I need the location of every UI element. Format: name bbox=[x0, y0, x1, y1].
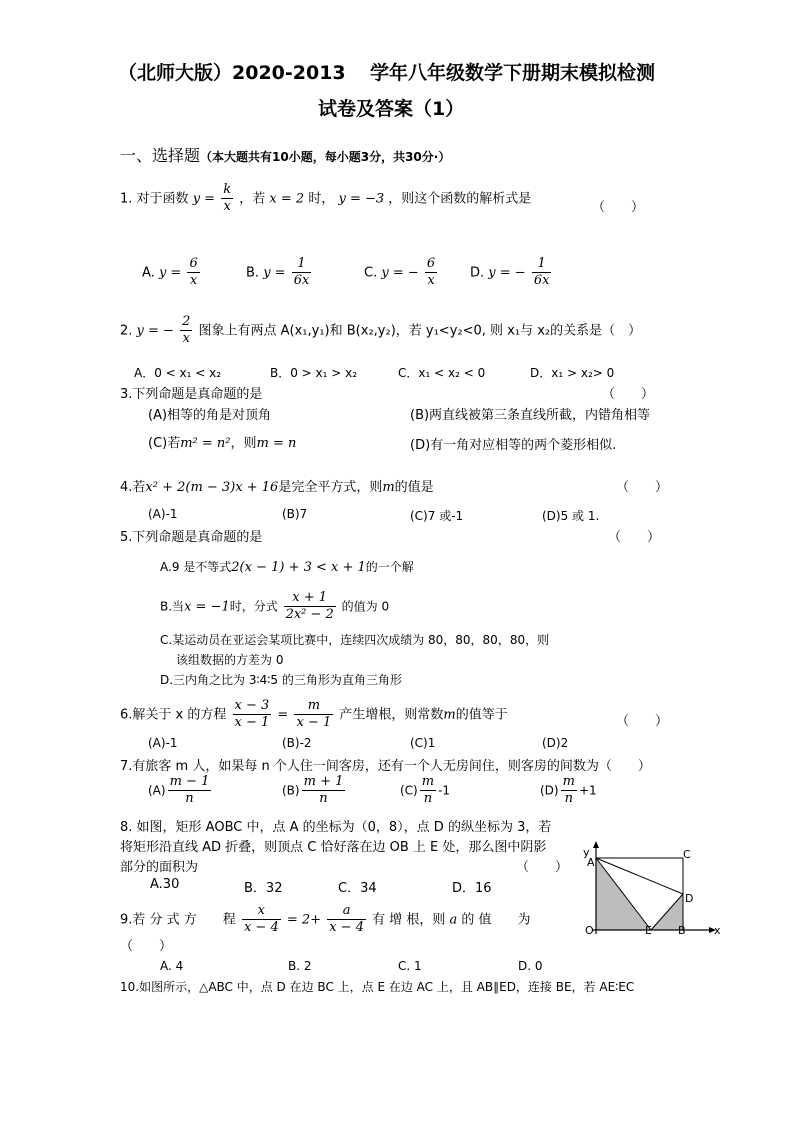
label-b: B bbox=[678, 924, 686, 937]
q4-option-c: (C)7 或-1 bbox=[410, 509, 464, 523]
question-10: 10.如图所示，△ABC 中，点 D 在边 BC 上，点 E 在边 AC 上，且 AB∥ED，连接 BE，若 AE∶EC bbox=[120, 980, 635, 994]
q1-text-d: ，则这个函数的解析式是 bbox=[388, 191, 532, 207]
question-9: 9.若 分 式 方 程 $\frac{x}{x - 4}$ = 2+ $\frac{a}{x - 4}$ 有 增 根，则 a 的 值 为 bbox=[120, 903, 531, 936]
q1-text-c: 时， bbox=[308, 191, 335, 207]
question-4: 4.若x² + 2(m − 3)x + 16是完全平方式，则m的值是 bbox=[120, 480, 434, 495]
q8-figure bbox=[575, 838, 725, 943]
q6-option-a: (A)-1 bbox=[148, 736, 178, 750]
q8-option-c: C．34 bbox=[338, 881, 377, 896]
q4-option-d: (D)5 或 1. bbox=[542, 509, 600, 523]
q1-frac-num: k bbox=[221, 182, 233, 199]
q8-option-b: B．32 bbox=[244, 881, 283, 896]
label-d: D bbox=[685, 892, 694, 905]
q2-text: 图象上有两点 A(x₁,y₁)和 B(x₂,y₂)，若 y₁<y₂<0, 则 x₁与 x₂的关系是（ ） bbox=[198, 323, 642, 339]
q6-option-d: (D)2 bbox=[542, 736, 569, 750]
section-heading bbox=[120, 143, 450, 166]
q3-option-a: (A)相等的角是对顶角 bbox=[148, 408, 272, 423]
q9-option-a: A. 4 bbox=[160, 959, 184, 973]
q1-option-d: D. y = − $\frac{1}{6x}$ bbox=[470, 256, 550, 289]
question-6: 6.解关于 x 的方程 $\frac{x - 3}{x - 1}$ = $\frac{m}{x - 1}$ 产生增根，则常数m的值等于 bbox=[120, 698, 508, 731]
q7-option-d: (D) $\frac{m}{n}$ +1 bbox=[540, 774, 597, 807]
q1-num: 1. bbox=[120, 191, 133, 207]
question-1 bbox=[120, 182, 531, 216]
q3-option-d: (D)有一角对应相等的两个菱形相似. bbox=[410, 438, 617, 453]
section-title: 一、选择题 bbox=[120, 146, 201, 165]
q6-option-b: (B)-2 bbox=[282, 736, 312, 750]
q8-line2: 将矩形沿直线 AD 折叠，则顶点 C 恰好落在边 OB 上 E 处，那么图中阴影 bbox=[120, 840, 547, 855]
q9-option-c: C. 1 bbox=[398, 959, 422, 973]
title-part-a: （北师大版）2020-2013 bbox=[118, 62, 346, 84]
q2-option-a: A．0 < x₁ < x₂ bbox=[134, 366, 222, 380]
q8-option-a: A.30 bbox=[150, 877, 180, 892]
q8-line3: 部分的面积为 bbox=[120, 860, 199, 875]
label-a: A bbox=[587, 856, 595, 869]
q2-option-b: B．0 > x₁ > x₂ bbox=[270, 366, 358, 380]
q5-option-c-line1: C.某运动员在亚运会某项比赛中，连续四次成绩为 80，80，80，80，则 bbox=[160, 633, 550, 647]
q4-option-a: (A)-1 bbox=[148, 507, 178, 521]
q1-option-b: B. y = $\frac{1}{6x}$ bbox=[246, 256, 310, 289]
q3-option-c: (C)若m² = n²，则m = n bbox=[148, 436, 297, 451]
question-7: 7.有旅客 m 人，如果每 n 个人住一间客房，还有一个人无房间住，则客房的间数为（ ） bbox=[120, 759, 651, 774]
q5-option-b: B.当x = −1时，分式 $\frac{x + 1}{\text{2x² − 2}}$ 的值为 0 bbox=[160, 590, 390, 623]
y-axis-arrow-icon bbox=[593, 841, 599, 848]
question-3: 3.下列命题是真命题的是 bbox=[120, 387, 263, 402]
q1-option-c: C. y = − $\frac{6}{x}$ bbox=[364, 256, 436, 289]
q9-option-b: B. 2 bbox=[288, 959, 312, 973]
label-o: O bbox=[585, 924, 594, 937]
title-line2: 试卷及答案（1） bbox=[318, 98, 465, 120]
label-e: E bbox=[645, 924, 652, 937]
section-note: （本大题共有10小题，每小题3分，共30分·） bbox=[200, 150, 451, 164]
label-y: y bbox=[583, 846, 590, 859]
q7-option-b: (B) $\frac{m + 1}{n}$ bbox=[282, 774, 344, 807]
q6-bracket: （ ） bbox=[616, 714, 669, 729]
q3-bracket: （ ） bbox=[602, 387, 655, 402]
q8-bracket: （ ） bbox=[516, 860, 569, 875]
q1-text-b: ，若 bbox=[239, 191, 266, 207]
q4-bracket: （ ） bbox=[616, 480, 669, 495]
q1-x-eq: x = 2 bbox=[269, 191, 305, 207]
q1-option-a: A. y = $\frac{6}{x}$ bbox=[142, 256, 198, 289]
q1-frac-den: x bbox=[223, 199, 231, 215]
q9-bracket: （ ） bbox=[120, 939, 173, 954]
q5-option-c-line2: 该组数据的方差为 0 bbox=[176, 653, 284, 667]
q1-frac bbox=[221, 182, 233, 216]
q3-option-b: (B)两直线被第三条直线所截，内错角相等 bbox=[410, 408, 651, 423]
q1-text-a: 对于函数 bbox=[136, 191, 189, 207]
q7-option-c: (C) $\frac{m}{n}$ -1 bbox=[400, 774, 451, 807]
title-part-b: 学年八年级数学下册期末模拟检测 bbox=[370, 62, 656, 84]
q4-option-b: (B)7 bbox=[282, 507, 308, 521]
q1-bracket: （ ） bbox=[592, 200, 645, 215]
q5-option-d: D.三内角之比为 3∶4∶5 的三角形为直角三角形 bbox=[160, 673, 402, 687]
q7-option-a: (A) $\frac{m - 1}{n}$ bbox=[148, 774, 210, 807]
q9-option-d: D. 0 bbox=[518, 959, 543, 973]
question-2: 2. y = − $\frac{2}{x}$ 图象上有两点 A(x₁,y₁)和 B(x₂,y₂)，若 y₁<y₂<0, 则 x₁与 x₂的关系是（ ） bbox=[120, 314, 642, 347]
question-5: 5.下列命题是真命题的是 bbox=[120, 530, 263, 545]
label-c: C bbox=[683, 848, 691, 861]
q1-y-eq: y = bbox=[192, 191, 216, 207]
q6-option-c: (C)1 bbox=[410, 736, 436, 750]
q5-bracket: （ ） bbox=[608, 530, 661, 545]
q2-option-c: C．x₁ < x₂ < 0 bbox=[398, 366, 486, 380]
q8-line1: 8. 如图，矩形 AOBC 中，点 A 的坐标为（0，8），点 D 的纵坐标为 3，若 bbox=[120, 820, 552, 835]
q5-option-a: A.9 是不等式2(x − 1) + 3 < x + 1的一个解 bbox=[160, 560, 414, 575]
label-x: x bbox=[714, 924, 721, 937]
q1-y-val: y = −3 bbox=[338, 191, 385, 207]
q8-option-d: D．16 bbox=[452, 881, 492, 896]
q2-option-d: D．x₁ > x₂> 0 bbox=[530, 366, 615, 380]
